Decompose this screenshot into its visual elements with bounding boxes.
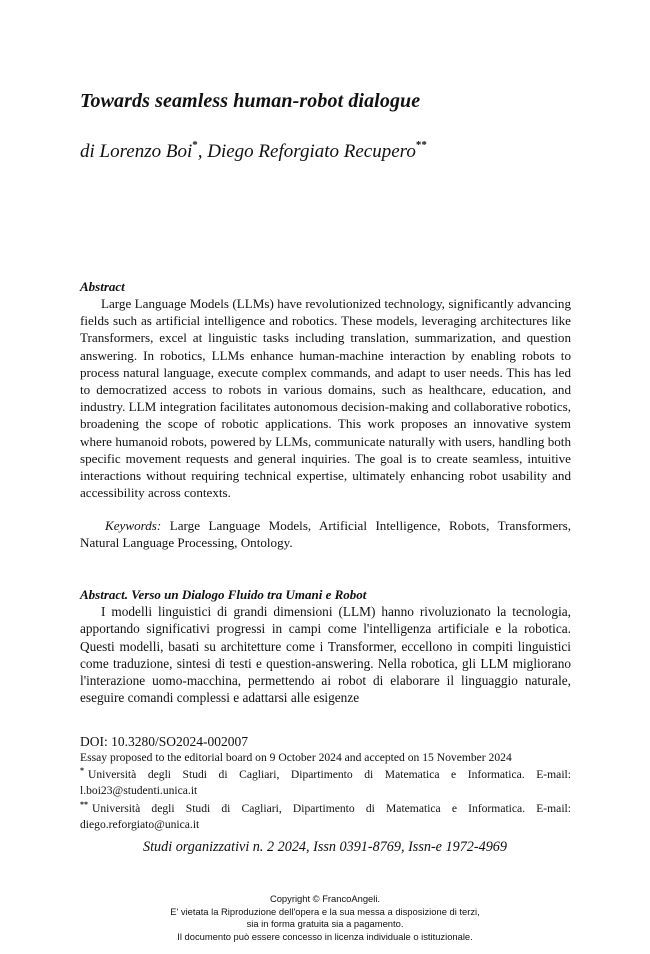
keywords-list: Large Language Models, Artificial Intelligence, Robots, Transformers, Natural Language Processing, Ontology. <box>80 518 571 551</box>
italian-abstract-body: I modelli linguistici di grandi dimensioni (LLM) hanno rivoluzionato la tecnologia, apportando significativi progressi in campi come l'intelligenza artificiale e la robotica. Questi modelli, basati su architetture come i Transformer, eccellono in compiti linguistici come traduzione, sintesi di testi e question-answering. Nella robotica, gli LLM migliorano l'interazione uomo-macchina, permettendo ai robot di elaborare il linguaggio naturale, eseguire comandi complessi e adattarsi alle esigenze <box>80 604 571 706</box>
copyright-line-4: Il documento può essere concesso in licenza individuale o istituzionale. <box>177 930 473 942</box>
author-line <box>80 141 427 163</box>
editorial-note: Essay proposed to the editorial board on 9 October 2024 and accepted on 15 November 2024 <box>80 751 512 764</box>
abstract-body: Large Language Models (LLMs) have revolutionized technology, significantly advancing fields such as artificial intelligence and robotics. These models, leveraging architectures like Transformers, excel at linguistic tasks including translation, summarization, and question answering. In robotics, LLMs enhance human-machine interaction by enabling robots to process natural language, execute complex commands, and adapt to user needs. This has led to democratized access to robots in various domains, such as healthcare, education, and industry. LLM integration facilitates autonomous decision-making and collaborative robotics, broadening the scope of robotic applications. This work proposes an innovative system where humanoid robots, powered by LLMs, communicate naturally with users, handling both specific movement requests and general inquiries. The goal is to create seamless, intuitive interactions without requiring technical expertise, ultimately enhancing robot usability and accessibility across contexts. <box>80 296 571 501</box>
doi-line[interactable]: DOI: 10.3280/SO2024-002007 <box>80 734 248 749</box>
footnote-1-text: Università degli Studi di Cagliari, Dipartimento di Matematica e Informatica. E-mail: l.boi23@studenti.unica.it <box>80 768 571 797</box>
copyright-line-3: sia in forma gratuita sia a pagamento. <box>246 918 404 929</box>
footnote-2-mark: ** <box>80 800 88 809</box>
abstract-heading: Abstract <box>80 279 125 294</box>
author-diego-reforgiato-recupero: , Diego Reforgiato Recupero <box>197 141 416 162</box>
keywords-paragraph <box>80 517 571 551</box>
footnote-1-mark: * <box>80 766 84 775</box>
copyright-notice <box>0 893 650 943</box>
footnote-1 <box>80 767 571 799</box>
keywords-label: Keywords: <box>105 518 162 533</box>
footnote-2 <box>80 801 571 833</box>
author-lorenzo-boi: di Lorenzo Boi <box>80 141 193 162</box>
author1-footnote-mark: * <box>192 139 198 151</box>
article-title: Towards seamless human-robot dialogue <box>80 90 421 112</box>
copyright-line-1: Copyright © FrancoAngeli. <box>269 893 381 904</box>
footnote-2-text: Università degli Studi di Cagliari, Dipartimento di Matematica e Informatica. E-mail: diego.reforgiato@unica.it <box>80 802 571 831</box>
journal-reference: Studi organizzativi n. 2 2024, Issn 0391-8769, Issn-e 1972-4969 <box>142 839 507 855</box>
author2-footnote-mark: ** <box>415 139 427 151</box>
italian-abstract-heading: Abstract. Verso un Dialogo Fluido tra Umani e Robot <box>80 587 367 602</box>
copyright-line-2: E' vietata la Riproduzione dell'opera e la sua messa a disposizione di terzi, <box>170 905 480 917</box>
